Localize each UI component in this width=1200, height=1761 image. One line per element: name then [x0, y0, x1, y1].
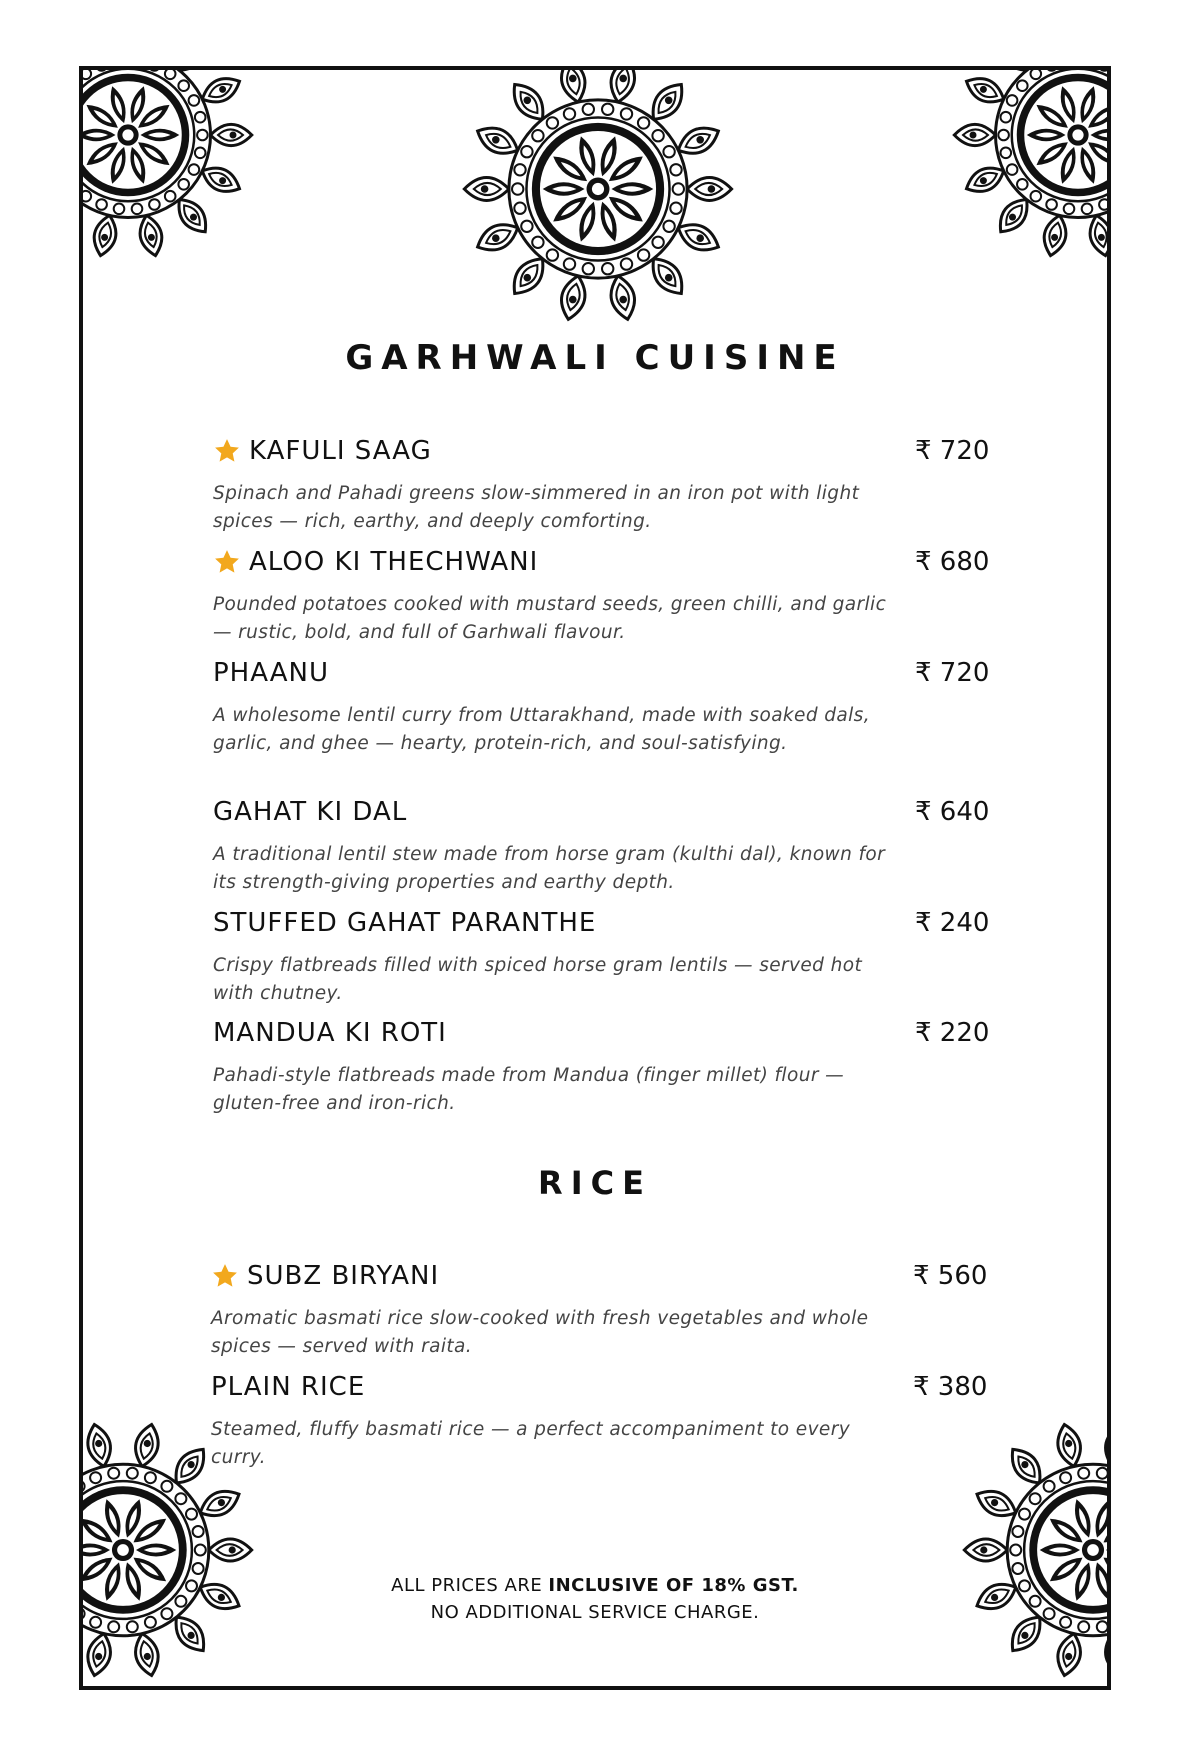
star-icon	[213, 548, 241, 576]
mandala-icon-top-right	[953, 66, 1111, 260]
menu-item-description: Aromatic basmati rice slow-cooked with fresh vegetables and whole spices — served with raita.	[211, 1308, 869, 1357]
menu-item-price: ₹ 680	[915, 547, 990, 577]
price-disclaimer	[83, 1572, 1107, 1626]
menu-item-description: A wholesome lentil curry from Uttarakhand, made with soaked dals, garlic, and ghee — hearty, protein-rich, and soul-satisfying.	[213, 705, 870, 754]
menu-item-name: PLAIN RICE	[211, 1372, 366, 1402]
menu-item-description: Spinach and Pahadi greens slow-simmered in an iron pot with light spices — rich, earthy, and deeply comforting.	[213, 483, 860, 532]
menu-item-description: A traditional lentil stew made from horse gram (kulthi dal), known for its strength-giving properties and earthy depth.	[213, 844, 886, 893]
menu-item-name: SUBZ BIRYANI	[247, 1261, 440, 1291]
menu-item-price: ₹ 380	[913, 1372, 988, 1402]
menu-item-price: ₹ 220	[915, 1018, 990, 1048]
menu-item-name: ALOO KI THECHWANI	[249, 547, 539, 577]
disclaimer-line-2: NO ADDITIONAL SERVICE CHARGE.	[430, 1602, 760, 1623]
section-title-garhwali-cuisine: GARHWALI CUISINE	[345, 338, 845, 378]
menu-item-price: ₹ 720	[915, 436, 990, 466]
menu-item-subz-biryani	[211, 1259, 1011, 1361]
menu-item-description: Steamed, fluffy basmati rice — a perfect accompaniment to every curry.	[211, 1419, 851, 1468]
menu-item-price: ₹ 240	[915, 908, 990, 938]
menu-item-price: ₹ 560	[913, 1261, 988, 1291]
menu-item-price: ₹ 720	[915, 658, 990, 688]
menu-item-description: Pounded potatoes cooked with mustard seeds, green chilli, and garlic — rustic, bold, and full of Garhwali flavour.	[213, 594, 887, 643]
menu-item-phaanu	[213, 656, 1013, 758]
menu-item-price: ₹ 640	[915, 797, 990, 827]
menu-item-gahat-ki-dal	[213, 795, 1013, 897]
menu-item-name: STUFFED GAHAT PARANTHE	[213, 908, 597, 938]
disclaimer-line-1: ALL PRICES ARE INCLUSIVE OF 18% GST.	[391, 1575, 799, 1596]
menu-item-description: Crispy flatbreads filled with spiced horse gram lentils — served hot with chutney.	[213, 955, 863, 1004]
menu-item-name: MANDUA KI ROTI	[213, 1018, 447, 1048]
menu-item-mandua-ki-roti	[213, 1016, 1013, 1118]
section-title-rice: RICE	[538, 1164, 652, 1202]
star-icon	[213, 437, 241, 465]
menu-item-plain-rice	[211, 1370, 1011, 1472]
menu-border-frame	[79, 66, 1111, 1690]
menu-item-aloo-ki-thechwani	[213, 545, 1013, 647]
mandala-icon-top-center	[463, 66, 733, 324]
menu-item-name: PHAANU	[213, 658, 330, 688]
menu-item-kafuli-saag	[213, 434, 1013, 536]
menu-item-name: KAFULI SAAG	[249, 436, 432, 466]
menu-item-stuffed-gahat-paranthe	[213, 906, 1013, 1008]
mandala-icon-top-left	[79, 66, 253, 260]
star-icon	[211, 1262, 239, 1290]
menu-item-name: GAHAT KI DAL	[213, 797, 408, 827]
menu-item-description: Pahadi-style flatbreads made from Mandua (finger millet) flour — gluten-free and iron-rich.	[213, 1065, 845, 1114]
